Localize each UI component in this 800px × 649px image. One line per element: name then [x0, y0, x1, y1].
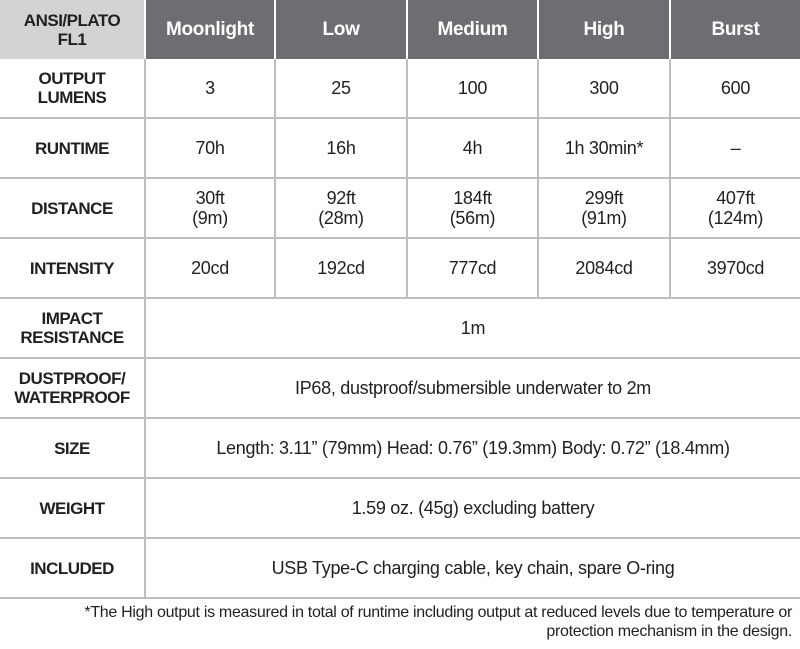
column-header-burst: Burst: [670, 0, 800, 59]
distance-meters: (9m): [192, 208, 228, 228]
cell-medium: 777cd: [407, 238, 538, 298]
cell-high: 1h 30min*: [538, 118, 670, 178]
row-label-line-2: WATERPROOF: [14, 388, 130, 407]
row-weight: [0, 478, 800, 538]
cell-low: 16h: [275, 118, 407, 178]
distance-feet: 184ft: [453, 188, 492, 208]
column-header-low: Low: [275, 0, 407, 59]
row-label: [0, 298, 145, 358]
cell-weight-value: 1.59 oz. (45g) excluding battery: [145, 478, 800, 538]
cell-low: [275, 178, 407, 238]
cell-high: 2084cd: [538, 238, 670, 298]
distance-meters: (124m): [707, 208, 764, 228]
cell-moonlight: 20cd: [145, 238, 275, 298]
distance-meters: (56m): [449, 208, 496, 228]
cell-high: 300: [538, 59, 670, 118]
row-label: [0, 59, 145, 118]
cell-impact-resistance-value: 1m: [145, 298, 800, 358]
distance-feet: 30ft: [195, 188, 225, 208]
standard-label: [0, 0, 145, 59]
cell-moonlight: 3: [145, 59, 275, 118]
row-label: WEIGHT: [0, 478, 145, 538]
row-label-line-1: OUTPUT: [38, 69, 106, 88]
distance-meters: (91m): [581, 208, 627, 228]
row-label: [0, 358, 145, 418]
row-runtime: [0, 118, 800, 178]
row-included: [0, 538, 800, 598]
cell-included-value: USB Type-C charging cable, key chain, spare O-ring: [145, 538, 800, 598]
footnote-line-2: protection mechanism in the design.: [546, 623, 792, 640]
row-size: [0, 418, 800, 478]
row-label-line-1: DUSTPROOF/: [18, 369, 126, 388]
standard-label-line-2: FL1: [57, 29, 87, 49]
row-label: SIZE: [0, 418, 145, 478]
column-header-moonlight: Moonlight: [145, 0, 275, 59]
row-label: INCLUDED: [0, 538, 145, 598]
cell-medium: 100: [407, 59, 538, 118]
cell-burst: –: [670, 118, 800, 178]
cell-medium: [407, 178, 538, 238]
cell-burst: 600: [670, 59, 800, 118]
row-intensity: [0, 238, 800, 298]
row-label: DISTANCE: [0, 178, 145, 238]
cell-low: 25: [275, 59, 407, 118]
footnote: [12, 603, 792, 641]
cell-moonlight: [145, 178, 275, 238]
column-header-medium: Medium: [407, 0, 538, 59]
column-header-high: High: [538, 0, 670, 59]
row-label: RUNTIME: [0, 118, 145, 178]
cell-waterproof-value: IP68, dustproof/submersible underwater to 2m: [145, 358, 800, 418]
row-distance: [0, 178, 800, 238]
row-label-line-2: LUMENS: [37, 88, 107, 107]
row-output-lumens: [0, 59, 800, 118]
standard-label-line-1: ANSI/PLATO: [23, 10, 121, 30]
distance-feet: 299ft: [584, 188, 624, 208]
distance-meters: (28m): [318, 208, 364, 228]
cell-burst: 3970cd: [670, 238, 800, 298]
row-label-line-2: RESISTANCE: [20, 328, 124, 347]
header-row: [0, 0, 800, 59]
cell-burst: [670, 178, 800, 238]
distance-feet: 407ft: [716, 188, 755, 208]
footnote-line-1: *The High output is measured in total of runtime including output at reduced levels due to temperature or: [84, 604, 792, 621]
cell-moonlight: 70h: [145, 118, 275, 178]
row-dustproof-waterproof: [0, 358, 800, 418]
row-label-line-1: IMPACT: [41, 309, 103, 328]
row-label: INTENSITY: [0, 238, 145, 298]
cell-medium: 4h: [407, 118, 538, 178]
row-impact-resistance: [0, 298, 800, 358]
cell-low: 192cd: [275, 238, 407, 298]
cell-size-value: Length: 3.11” (79mm) Head: 0.76” (19.3mm) Body: 0.72” (18.4mm): [145, 418, 800, 478]
distance-feet: 92ft: [326, 188, 356, 208]
cell-high: [538, 178, 670, 238]
